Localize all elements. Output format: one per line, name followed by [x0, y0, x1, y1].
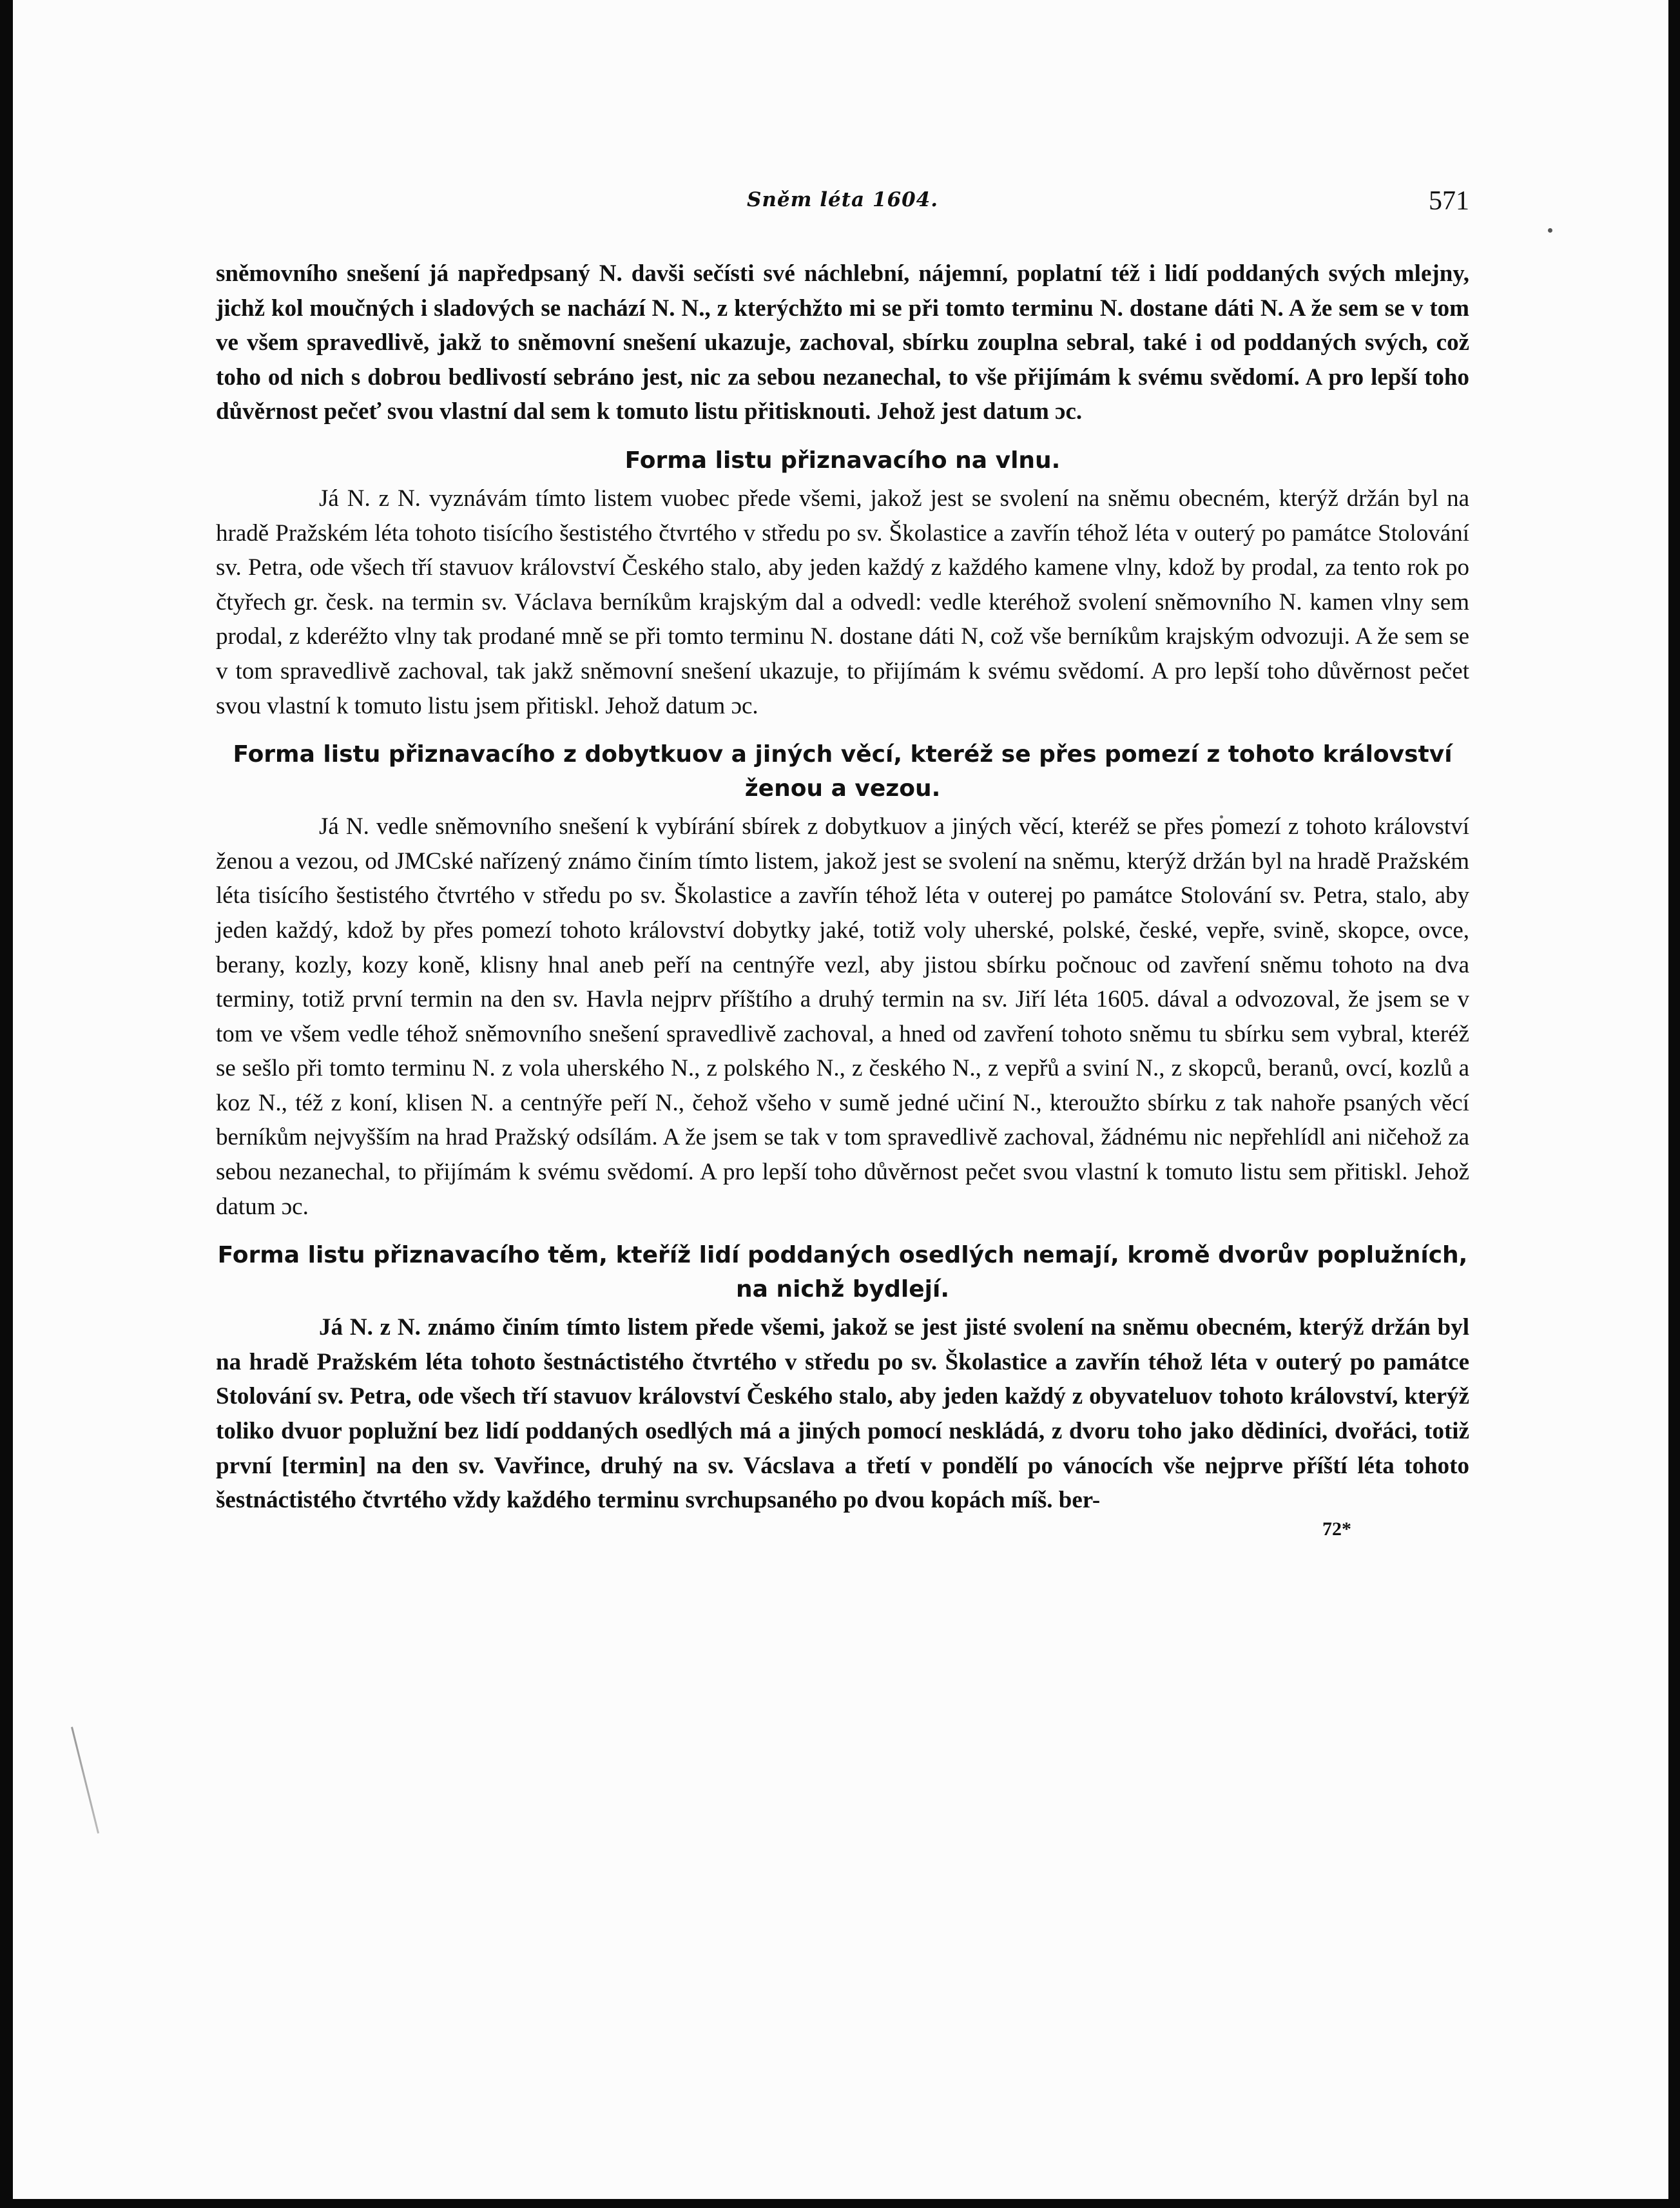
intro-paragraph: sněmovního snešení já napředpsaný N. davši sečísti své náchlební, nájemní, poplatní též i lidí poddaných svých mlejny, jichž kol moučných i sladových se nachází N. N., z kterýchžto mi se při tomto terminu N. dostane dáti N. A že sem se v tom ve všem spravedlivě, jakž to sněmovní snešení ukazuje, zachoval, sbírku zouplna sebral, také i od poddaných svých, což toho od nich s dobrou bedlivostí sebráno jest, nic za sebou nezanechal, to vše přijímám k svému svědomí. A pro lepší toho důvěrnost pečeť svou vlastní dal sem k tomuto listu přitisknouti. Jehož jest datum ɔc.	[216, 260, 1469, 425]
page-number: 571	[1429, 186, 1469, 216]
section-body-livestock: Já N. vedle sněmovního snešení k vybírání sbírek z dobytkuov a jiných věcí, kteréž se přes pomezí z tohoto království ženou a vezou, od JMCské nařízený známo činím tímto listem, jakož jest se svolení na sněmu, kterýž držán byl na hradě Pražském léta tisícího šestistého čtvrtého v středu po sv. Školastice a zavřín téhož léta v outerej po památce Stolování sv. Petra, stalo, aby jeden každý, kdož by přes pomezí tohoto království dobytky jaké, totiž voly uherské, polské, české, vepře, svině, skopce, ovce, berany, kozly, kozy koně, klisny hnal aneb peří na centnýře vezl, aby jistou sbírku počnouc od zavření sněmu tohoto na dva terminy, totiž první termin na den sv. Havla nejprv příštího a druhý termin na sv. Jiří léta 1605. dával a odvozoval, že jsem se v tom ve všem vedle téhož sněmovního snešení spravedlivě zachoval, a hned od zavření tohoto sněmu tu sbírku sem vybral, kteréž se sešlo při tomto terminu N. z vola uherského N., z polského N., z českého N., z vepřů a sviní N., z skopců, beranů, ovcí, kozlů a koz N., též z koní, klisen N. a centnýře peří N., čehož všeho v sumě jedné učiní N., kteroužto sbírku z tak nahoře psaných věcí berníkům nejvyšším na hrad Pražský odsílám. A že jsem se tak v tom spravedlivě zachoval, žádnému nic nepřehlídl ani ničehož za sebou nezanechal, to přijímám k svému svědomí. A pro lepší toho důvěrnost pečet svou vlastní k tomuto listu sem přitiskl. Jehož datum ɔc.	[216, 813, 1469, 1220]
section-heading-farmsteads: Forma listu přiznavacího těm, kteříž lidí poddaných osedlých nemají, kromě dvorův poplužních, na nichž bydlejí.	[217, 1242, 1468, 1303]
page-header	[216, 188, 1469, 227]
section-heading-livestock: Forma listu přiznavacího z dobytkuov a jiných věcí, kteréž se přes pomezí z tohoto království ženou a vezou.	[233, 741, 1453, 802]
section-heading-wool: Forma listu přiznavacího na vlnu.	[624, 447, 1061, 474]
margin-pencil-mark	[71, 1727, 99, 1834]
signature-mark: 72*	[1322, 1518, 1351, 1540]
scan-speck	[1548, 228, 1552, 233]
scan-edge-right	[1668, 0, 1680, 2208]
scan-edge-left	[0, 0, 13, 2208]
running-title: Sněm léta 1604.	[746, 188, 938, 211]
scan-edge-bottom	[0, 2199, 1680, 2208]
section-body-farmsteads: Já N. z N. známo činím tímto listem přede všemi, jakož se jest jisté svolení na sněmu obecném, kterýž držán byl na hradě Pražském léta tohoto šestnáctistého čtvrtého v středu po sv. Školastice a zavřín téhož léta v outerý po památce Stolování sv. Petra, ode všech tří stavuov království Českého stalo, aby jeden každý z obyvateluov tohoto království, kterýž toliko dvuor poplužní bez lidí poddaných osedlých má a jiných pomocí neskládá, z dvoru toho jako dědiníci, dvořáci, totiž první [termin] na den sv. Vavřince, druhý na sv. Vácslava a třetí v pondělí po vánocích vše nejprve příští léta tohoto šestnáctistého čtvrtého vždy každého terminu svrchupsaného po dvou kopách míš. ber-	[216, 1314, 1469, 1514]
section-body-wool: Já N. z N. vyznávám tímto listem vuobec přede všemi, jakož jest se svolení na sněmu obecném, kterýž držán byl na hradě Pražském léta tohoto tisícího šestistého čtvrtého v středu po sv. Školastice a zavřín téhož léta v outerý po památce Stolování sv. Petra, ode všech tří stavuov království Českého stalo, aby jeden každý z každého kamene vlny, kdož by prodal, za tento rok po čtyřech gr. česk. na termin sv. Václava berníkům krajským dal a odvedl: vedle kteréhož svolení sněmovního N. kamen vlny sem prodal, z kderéžto vlny tak prodané mně se při tomto terminu N. dostane dáti N, což vše berníkům krajským odvozuji. A že sem se v tom spravedlivě zachoval, tak jakž sněmovní snešení ukazuje, to přijímám k svému svědomí. A pro lepší toho důvěrnost pečet svou vlastní k tomuto listu jsem přitiskl. Jehož datum ɔc.	[216, 485, 1469, 719]
page-body	[216, 257, 1469, 1541]
